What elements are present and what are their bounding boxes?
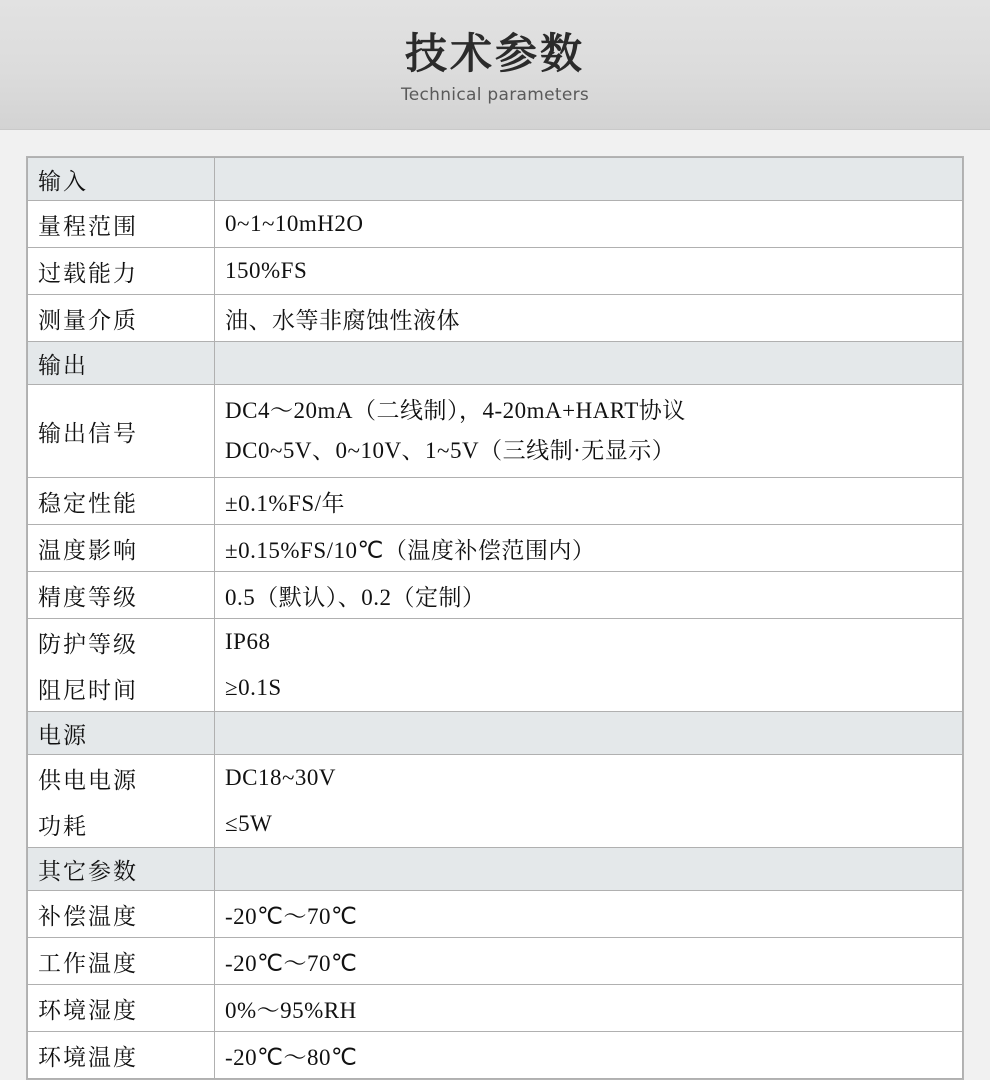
row-value: ±0.15%FS/10℃（温度补偿范围内） [215, 525, 963, 572]
specifications-table-body [28, 158, 963, 1079]
row-label: 电源 [28, 712, 215, 755]
row-value [215, 848, 963, 891]
row-value: -20℃～70℃ [215, 938, 963, 985]
row-label: 输入 [28, 158, 215, 201]
row-value-line-2: DC0~5V、0~10V、1~5V（三线制·无显示） [225, 438, 676, 463]
row-label: 阻尼时间 [28, 665, 215, 712]
table-row [28, 712, 963, 755]
table-row [28, 1032, 963, 1079]
table-row [28, 572, 963, 619]
table-row [28, 385, 963, 478]
row-value: ≥0.1S [215, 665, 963, 712]
row-label: 功耗 [28, 801, 215, 848]
table-row [28, 295, 963, 342]
row-label: 输出 [28, 342, 215, 385]
table-row [28, 891, 963, 938]
row-value: 油、水等非腐蚀性液体 [215, 295, 963, 342]
row-label: 工作温度 [28, 938, 215, 985]
row-label: 温度影响 [28, 525, 215, 572]
row-label: 输出信号 [28, 385, 215, 478]
table-row [28, 248, 963, 295]
row-value: -20℃～80℃ [215, 1032, 963, 1079]
row-value [215, 342, 963, 385]
row-label: 环境湿度 [28, 985, 215, 1032]
table-row [28, 201, 963, 248]
row-label: 补偿温度 [28, 891, 215, 938]
table-row [28, 158, 963, 201]
row-value [215, 158, 963, 201]
row-label: 测量介质 [28, 295, 215, 342]
page-header [0, 0, 990, 130]
page-subtitle: Technical parameters [400, 84, 590, 105]
row-label: 稳定性能 [28, 478, 215, 525]
row-label: 量程范围 [28, 201, 215, 248]
row-value: 150%FS [215, 248, 963, 295]
table-row [28, 801, 963, 848]
specifications-table [27, 157, 963, 1079]
row-value: -20℃～70℃ [215, 891, 963, 938]
table-row [28, 478, 963, 525]
specifications-table-container [26, 156, 964, 1080]
row-value: DC18~30V [215, 755, 963, 802]
row-label: 环境温度 [28, 1032, 215, 1079]
table-row [28, 938, 963, 985]
row-label: 过载能力 [28, 248, 215, 295]
table-row [28, 619, 963, 666]
table-row [28, 525, 963, 572]
row-value: 0.5（默认）、0.2（定制） [215, 572, 963, 619]
row-label: 其它参数 [28, 848, 215, 891]
page-title: 技术参数 [404, 29, 585, 79]
row-label: 供电电源 [28, 755, 215, 802]
row-value [215, 385, 963, 478]
row-value: IP68 [215, 619, 963, 666]
table-row [28, 665, 963, 712]
row-label: 精度等级 [28, 572, 215, 619]
row-label: 防护等级 [28, 619, 215, 666]
row-value: ≤5W [215, 801, 963, 848]
row-value-line-1: DC4～20mA（二线制），4-20mA+HART协议 [225, 397, 686, 423]
table-row [28, 342, 963, 385]
table-row [28, 848, 963, 891]
row-value: 0~1~10mH2O [215, 201, 963, 248]
row-value: 0%～95%RH [215, 985, 963, 1032]
table-row [28, 755, 963, 802]
table-row [28, 985, 963, 1032]
row-value [215, 712, 963, 755]
row-value: ±0.1%FS/年 [215, 478, 963, 525]
